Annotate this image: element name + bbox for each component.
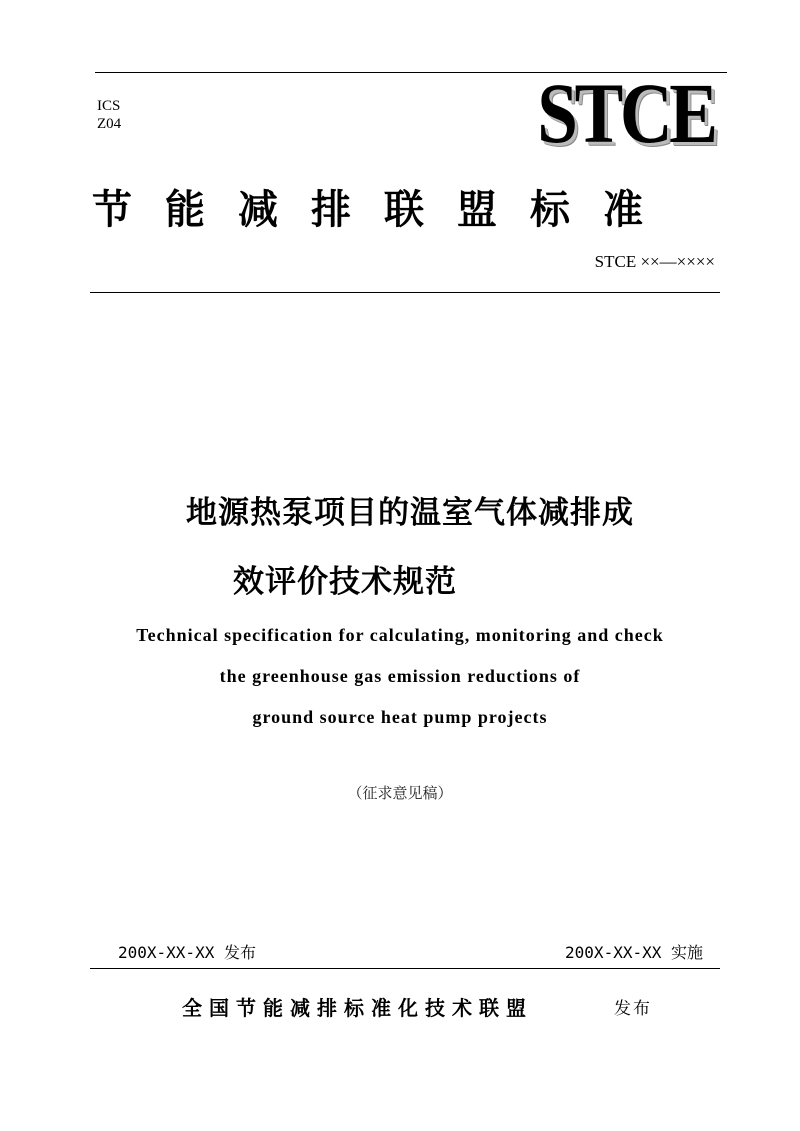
standard-title: 节能减排联盟标准 xyxy=(92,186,676,233)
standard-number: STCE ××—×××× xyxy=(594,252,715,271)
chinese-title-line-1: 地源热泵项目的温室气体减排成 xyxy=(186,495,634,531)
footer-divider xyxy=(90,968,720,969)
issue-date: 200X-XX-XX 发布 xyxy=(118,943,256,962)
chinese-title-line-2: 效评价技术规范 xyxy=(233,564,457,600)
draft-note: （征求意见稿） xyxy=(347,784,453,802)
effective-date: 200X-XX-XX 实施 xyxy=(565,943,703,962)
ics-block xyxy=(97,97,121,133)
ics-label: ICS xyxy=(97,98,121,114)
header-divider xyxy=(90,292,720,293)
stce-logo: STCE xyxy=(537,65,715,161)
ics-code: Z04 xyxy=(97,116,122,132)
english-title-line-2: the greenhouse gas emission reductions of xyxy=(219,666,581,686)
english-title-line-3: ground source heat pump projects xyxy=(252,707,548,727)
publish-label: 发布 xyxy=(614,999,652,1019)
issuer-name: 全国节能减排标准化技术联盟 xyxy=(182,996,533,1020)
english-title-line-1: Technical specification for calculating, monitoring and check xyxy=(136,625,664,645)
